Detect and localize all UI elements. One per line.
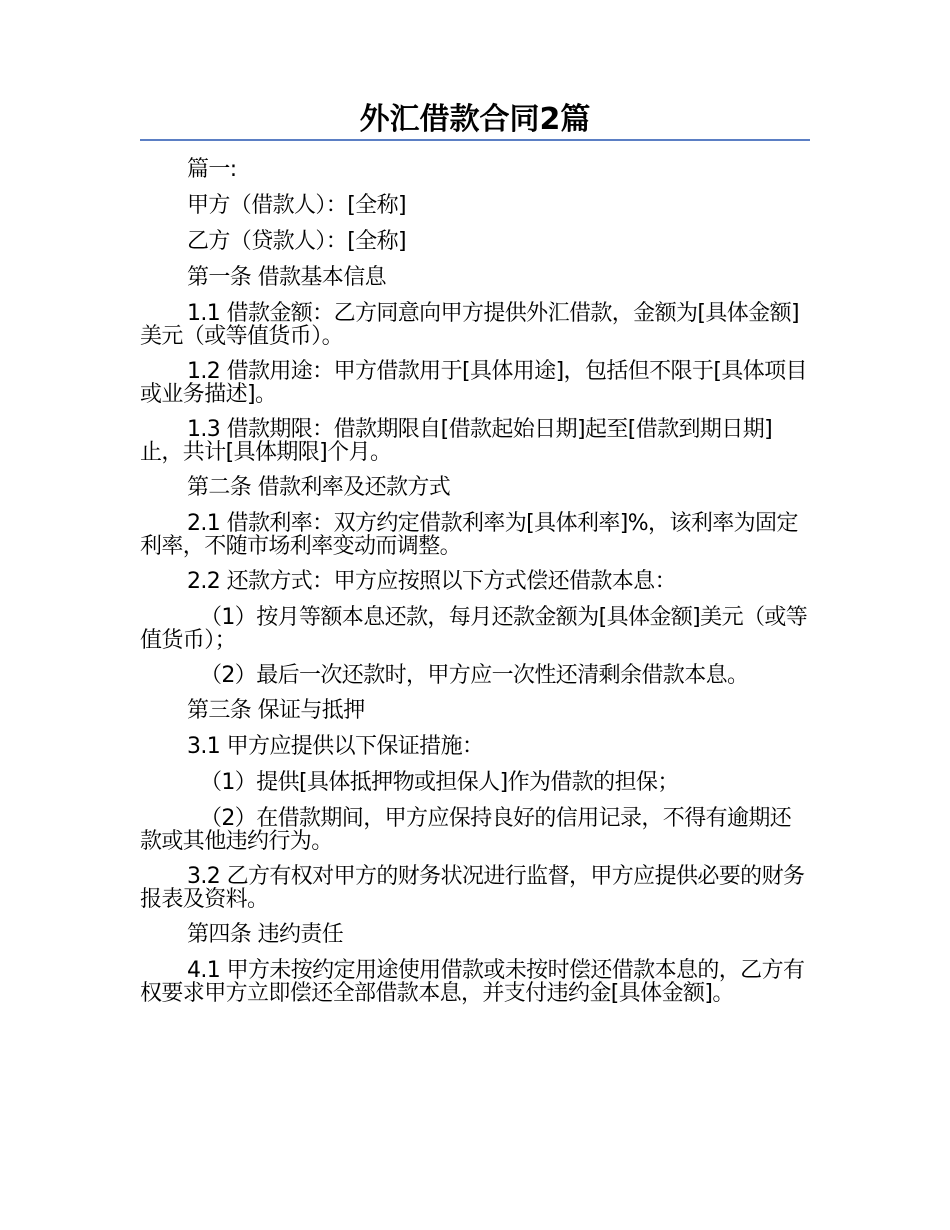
clause-paragraph: 1.3 借款期限：借款期限自[借款起始日期]起至[借款到期日期]止，共计[具体期限]个月。 bbox=[140, 417, 773, 465]
sub-item: （1）按月等额本息还款，每月还款金额为[具体金额]美元（或等值货币）； bbox=[140, 605, 808, 653]
clause-paragraph: 2.2 还款方式：甲方应按照以下方式偿还借款本息： bbox=[187, 569, 676, 594]
article-heading: 第一条 借款基本信息 bbox=[187, 265, 386, 290]
section-label: 篇一: bbox=[187, 157, 237, 182]
document-body bbox=[140, 158, 810, 1013]
article-heading: 第四条 违约责任 bbox=[187, 922, 344, 947]
sub-item: （2）最后一次还款时，甲方应一次性还清剩余借款本息。 bbox=[200, 663, 749, 688]
article-heading: 第三条 保证与抵押 bbox=[187, 698, 365, 723]
party-a-line: 甲方（借款人）：[全称] bbox=[187, 193, 406, 218]
clause-paragraph: 1.2 借款用途：甲方借款用于[具体用途]，包括但不限于[具体项目或业务描述]。 bbox=[140, 359, 807, 407]
sub-item: （2）在借款期间，甲方应保持良好的信用记录，不得有逾期还款或其他违约行为。 bbox=[140, 806, 792, 854]
title-underline bbox=[140, 139, 810, 141]
clause-paragraph: 2.1 借款利率：双方约定借款利率为[具体利率]%，该利率为固定利率，不随市场利率变动而调整。 bbox=[140, 511, 798, 559]
clause-paragraph: 4.1 甲方未按约定用途使用借款或未按时偿还借款本息的，乙方有权要求甲方立即偿还全部借款本息，并支付违约金[具体金额]。 bbox=[140, 958, 805, 1006]
document-title: 外汇借款合同2篇 bbox=[359, 102, 591, 137]
sub-item: （1）提供[具体抵押物或担保人]作为借款的担保； bbox=[200, 770, 679, 795]
clause-paragraph: 3.1 甲方应提供以下保证措施： bbox=[187, 734, 484, 759]
clause-paragraph: 1.1 借款金额：乙方同意向甲方提供外汇借款，金额为[具体金额]美元（或等值货币）。 bbox=[140, 301, 799, 349]
clause-paragraph: 3.2 乙方有权对甲方的财务状况进行监督，甲方应提供必要的财务报表及资料。 bbox=[140, 864, 805, 912]
party-b-line: 乙方（贷款人）：[全称] bbox=[187, 229, 406, 254]
article-heading: 第二条 借款利率及还款方式 bbox=[187, 475, 451, 500]
